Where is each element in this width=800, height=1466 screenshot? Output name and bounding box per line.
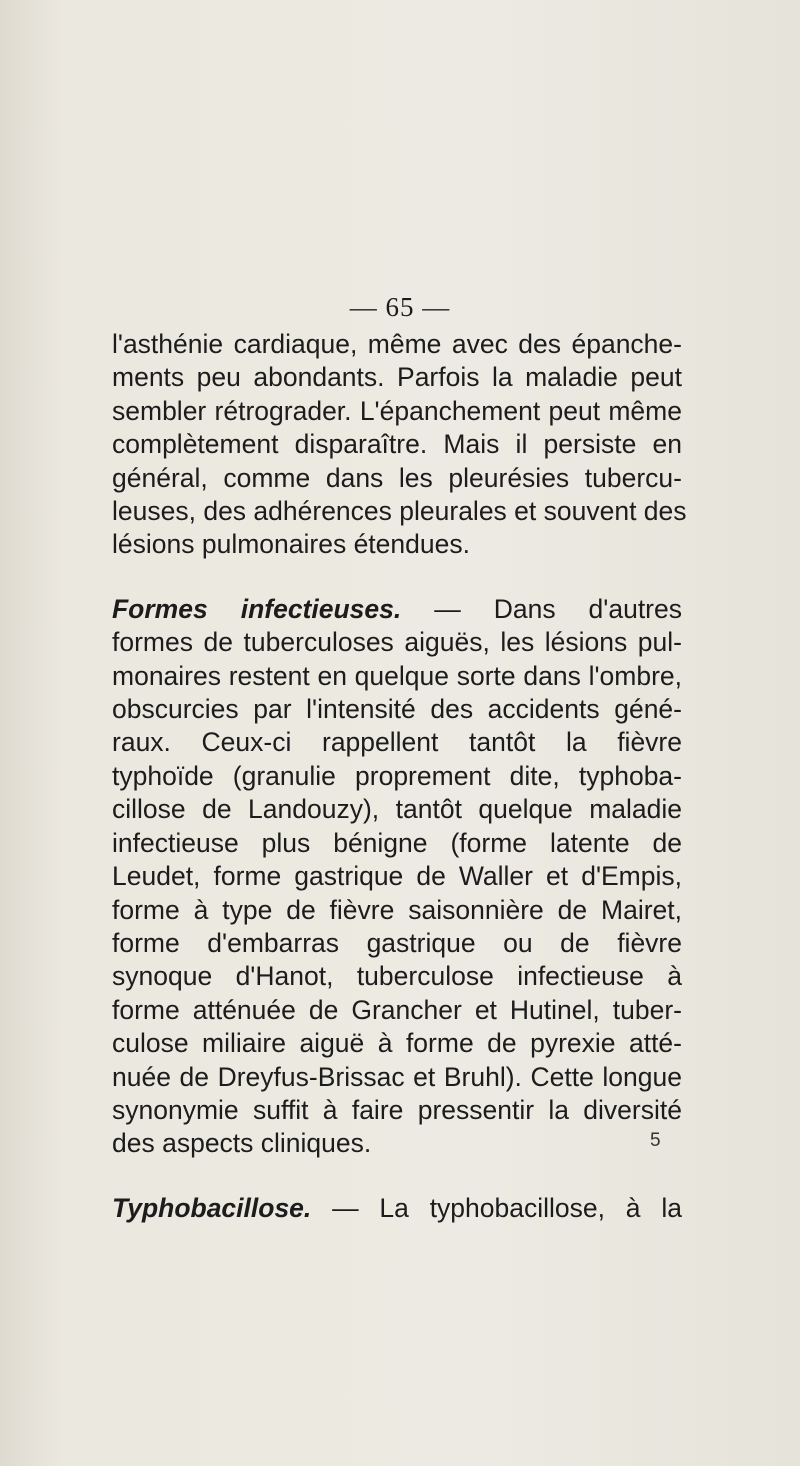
text-line: cillose de Landouzy), tantôt quelque maladie [112, 794, 682, 825]
text-line: complètement disparaître. Mais il persiste en [112, 429, 682, 460]
paragraph-3 [112, 1192, 682, 1225]
paragraph-gap [112, 1161, 682, 1192]
text-run: — La typhobacillose, à la [311, 1192, 682, 1223]
text-line: forme à type de fièvre saisonnière de Mairet, [112, 894, 682, 925]
section-heading: Formes infectieuses. [112, 593, 402, 624]
text-line [112, 593, 682, 626]
text-line: culose miliaire aiguë à forme de pyrexie atté- [112, 1028, 682, 1059]
text-line: obscurcies par l'intensité des accidents géné- [112, 694, 682, 725]
body-text [112, 328, 687, 1225]
text-line: lésions pulmonaires étendues. [112, 529, 470, 560]
paragraph-2 [112, 593, 682, 1161]
text-line: l'asthénie cardiaque, même avec des épanche- [112, 329, 682, 359]
text-run: — Dans d'autres [401, 593, 682, 624]
text-line: synoque d'Hanot, tuberculose infectieuse à [112, 961, 682, 992]
signature-mark: 5 [650, 1130, 661, 1151]
page-number: — 65 — [349, 292, 451, 322]
text-line: raux. Ceux-ci rappellent tantôt la fièvre [112, 727, 682, 758]
text-line: Leudet, forme gastrique de Waller et d'Empis, [112, 861, 682, 892]
text-line: monaires restent en quelque sorte dans l'ombre, [112, 660, 682, 691]
text-line: typhoïde (granulie proprement dite, typhoba- [112, 760, 682, 791]
paragraph-gap [112, 562, 682, 593]
text-line: leuses, des adhérences pleurales et souvent des [112, 496, 687, 527]
text-line: général, comme dans les pleurésies tubercu- [112, 462, 682, 493]
section-heading: Typhobacillose. [112, 1192, 312, 1223]
paragraph-1 [112, 328, 687, 562]
text-line [112, 1192, 682, 1225]
text-line: forme atténuée de Grancher et Hutinel, tuber- [112, 994, 682, 1025]
text-line: nuée de Dreyfus-Brissac et Bruhl). Cette longue [112, 1061, 682, 1092]
text-line: des aspects cliniques. [112, 1128, 372, 1159]
text-line: synonymie suffit à faire pressentir la diversité [112, 1094, 682, 1125]
text-line: formes de tuberculoses aiguës, les lésions pul- [112, 627, 682, 658]
text-line: ments peu abondants. Parfois la maladie peut [112, 362, 682, 393]
text-line: forme d'embarras gastrique ou de fièvre [112, 927, 682, 958]
text-line: sembler rétrograder. L'épanchement peut même [112, 395, 682, 426]
text-line: infectieuse plus bénigne (forme latente de [112, 827, 682, 858]
